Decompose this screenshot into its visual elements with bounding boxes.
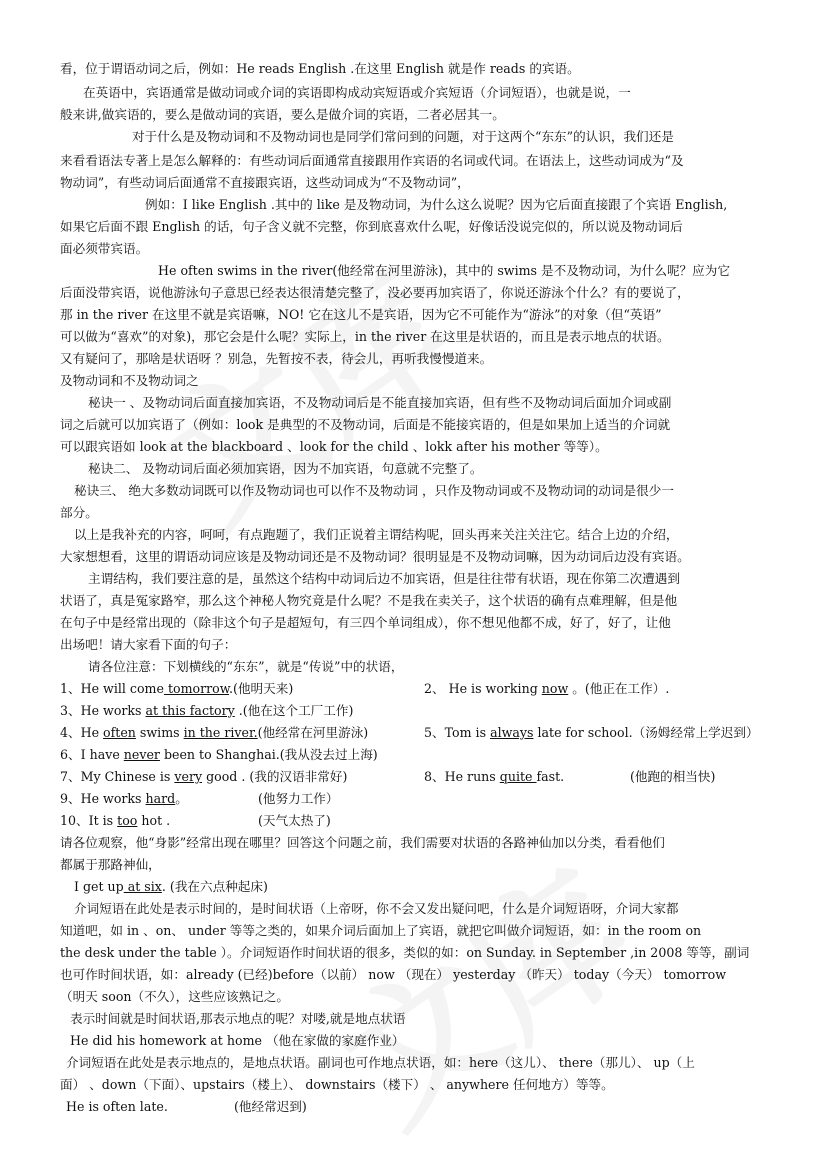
adverbial-underline: never <box>123 747 160 762</box>
paragraph-line: 又有疑问了，那啥是状语呀 ？别急，先暂按不表，待会儿，再听我慢慢道来。 <box>60 351 493 366</box>
paragraph-line: 例如：I like English .其中的 like 是及物动词，为什么这么说呢？因为它后面直接跟了个宾语 English, <box>145 197 728 212</box>
section-heading: 及物动词和不及物动词之 <box>60 373 199 388</box>
paragraph-line: 都属于那路神仙， <box>60 857 161 872</box>
paragraph-line: 也可作时间状语，如：already (已经)before（以前） now （现在） yesterday （昨天） today（今天） tomorrow <box>60 967 727 982</box>
paragraph-line: 秘诀三、 绝大多数动词既可以作及物动词也可以作不及物动词 ，只作及物动词或不及物动词的动词是很少一 <box>74 483 674 498</box>
watermark-logo-lower <box>295 813 665 1162</box>
paragraph-line: （明天 soon（不久），这些应该熟记之。 <box>60 989 289 1004</box>
paragraph-line: 面必须带宾语。 <box>60 241 149 256</box>
example-translation: (他经常迟到) <box>234 1099 307 1114</box>
adverbial-underline: too <box>117 813 138 828</box>
example-sentence: 1、He will come tomorrow.(他明天来) <box>60 681 294 696</box>
example-sentence: He did his homework at home （他在家做的家庭作业） <box>70 1033 405 1048</box>
paragraph-line: 在英语中，宾语通常是做动词或介词的宾语即构成动宾短语或介宾短语（介词短语），也就是说，一 <box>83 85 631 100</box>
paragraph-line: 请各位观察，他“身影”经常出现在哪里？回答这个问题之前，我们需要对状语的各路神仙加以分类，看看他们 <box>60 835 665 850</box>
adverbial-underline: hard <box>145 791 176 806</box>
example-sentence: I get up at six. (我在六点种起床) <box>74 879 268 894</box>
paragraph-line: He often swims in the river(他经常在河里游泳)，其中的 swims 是不及物动词，为什么呢？应为它 <box>158 263 730 278</box>
paragraph-line: 那 in the river 在这里不就是宾语嘛，NO! 它在这儿不是宾语，因为它不可能作为“游泳”的对象（但“英语” <box>60 307 662 322</box>
paragraph-line: the desk under the table ）。介词短语作时间状语的很多，类似的如：on Sunday. in September ,in 2008 等等，副词 <box>60 945 750 960</box>
adverbial-underline: quite <box>499 769 537 784</box>
paragraph-line: 请各位注意：下划横线的“东东”，就是“传说”中的状语， <box>88 659 404 674</box>
adverbial-underline: often <box>103 725 136 740</box>
example-translation: (他努力工作） <box>258 791 339 806</box>
example-sentence: 4、He often swims in the river.(他经常在河里游泳) <box>60 725 369 740</box>
paragraph-line: 表示时间就是时间状语,那表示地点的呢？对喽,就是地点状语 <box>70 1011 406 1026</box>
paragraph-line: 介词短语在此处是表示地点的，是地点状语。副词也可作地点状语，如：here（这儿）、 there（那儿）、 up（上 <box>66 1055 695 1070</box>
paragraph-line: 对于什么是及物动词和不及物动词也是同学们常问到的问题，对于这两个“东东”的认识，我们还是 <box>132 129 674 144</box>
adverbial-underline: always <box>490 725 534 740</box>
paragraph-line: 面） 、down（下面）、upstairs（楼上）、 downstairs（楼下） 、 anywhere 任何地方）等等。 <box>60 1077 614 1092</box>
paragraph-line: 秘诀二、 及物动词后面必须加宾语，因为不加宾语，句意就不完整了。 <box>88 461 483 476</box>
example-sentence: He is often late. <box>66 1099 168 1114</box>
paragraph-line: 大家想想看，这里的谓语动词应该是及物动词还是不及物动词？很明显是不及物动词嘛，因为动词后边没有宾语。 <box>60 549 690 564</box>
paragraph-line: 介词短语在此处是表示时间的，是时间状语（上帝呀，你不会又发出疑问吧，什么是介词短语呀，介词大家都 <box>74 901 679 916</box>
paragraph-line: 以上是我补充的内容，呵呵，有点跑题了，我们正说着主谓结构呢，回头再来关注关注它。结合上边的介绍， <box>74 527 679 542</box>
paragraph-line: 物动词”，有些动词后面通常不直接跟宾语，这些动词成为“不及物动词”， <box>60 175 470 190</box>
paragraph-line: 如果它后面不跟 English 的话，句子含义就不完整，你到底喜欢什么呢，好像话没说完似的，所以说及物动词后 <box>60 219 683 234</box>
example-sentence: 8、He runs quite fast. <box>424 769 565 784</box>
adverbial-underline: in the river. <box>183 725 258 740</box>
paragraph-line: 词之后就可以加宾语了（例如：look 是典型的不及物动词，后面是不能接宾语的，但是如果加上适当的介词就 <box>60 417 671 432</box>
paragraph-line: 后面没带宾语，说他游泳句子意思已经表达很清楚完整了，没必要再加宾语了，你说还游泳个什么？有的要说了， <box>60 285 690 300</box>
adverbial-underline: now <box>541 681 569 696</box>
paragraph-line: 主谓结构，我们要注意的是，虽然这个结构中动词后边不加宾语，但是往往带有状语，现在你第二次遭遇到 <box>88 571 680 586</box>
adverbial-underline: at this factory <box>145 703 235 718</box>
paragraph-line: 看，位于谓语动词之后，例如：He reads English .在这里 English 就是作 reads 的宾语。 <box>60 61 580 76</box>
paragraph-line: 可以做为“喜欢”的对象)，那它会是什么呢？实际上，in the river 在这里是状语的，而且是表示地点的状语。 <box>60 329 670 344</box>
adverbial-underline: very <box>174 769 203 784</box>
paragraph-line: 秘诀一 、及物动词后面直接加宾语，不及物动词后是不能直接加宾语，但有些不及物动词后面加介词或副 <box>88 395 672 410</box>
example-sentence: 10、It is too hot . <box>60 813 171 828</box>
example-translation: (天气太热了) <box>258 813 331 828</box>
paragraph-line: 般来讲,做宾语的，要么是做动词的宾语，要么是做介词的宾语，二者必居其一。 <box>60 107 505 122</box>
paragraph-line: 出场吧！请大家看下面的句子： <box>60 637 237 652</box>
example-sentence: 6、I have never been to Shanghai.(我从没去过上海) <box>60 747 378 762</box>
example-sentence: 3、He works at this factory .(他在这个工厂工作) <box>60 703 354 718</box>
paragraph-line: 知道吧，如 in 、on、 under 等等之类的，如果介词后面加上了宾语，就把它叫做介词短语，如：in the room on <box>60 923 702 938</box>
paragraph-line: 在句子中是经常出现的（除非这个句子是超短句，有三四个单词组成），你不想见他都不成，好了，好了，让他 <box>60 615 671 630</box>
example-translation: (他跑的相当快) <box>630 769 716 784</box>
paragraph-line: 来看看语法专著上是怎么解释的：有些动词后面通常直接跟用作宾语的名词或代词。在语法上，这些动词成为“及 <box>60 153 684 168</box>
example-sentence: 7、My Chinese is very good . (我的汉语非常好) <box>60 769 348 784</box>
adverbial-underline: tomorrow <box>163 681 230 696</box>
paragraph-line: 部分。 <box>60 505 98 520</box>
example-sentence: 5、Tom is always late for school.（汤姆经常上学迟到） <box>424 725 759 740</box>
example-sentence: 2、 He is working now 。(他正在工作）. <box>424 681 670 696</box>
paragraph-line: 可以跟宾语如 look at the blackboard 、look for the child 、lokk after his mother 等等）。 <box>60 439 608 454</box>
adverbial-underline: at six <box>123 879 162 894</box>
example-sentence: 9、He works hard。 <box>60 791 188 806</box>
paragraph-line: 状语了，真是冤家路窄，那么这个神秘人物究竟是什么呢？不是我在卖关子，这个状语的确有点难理解，但是他 <box>60 593 678 608</box>
